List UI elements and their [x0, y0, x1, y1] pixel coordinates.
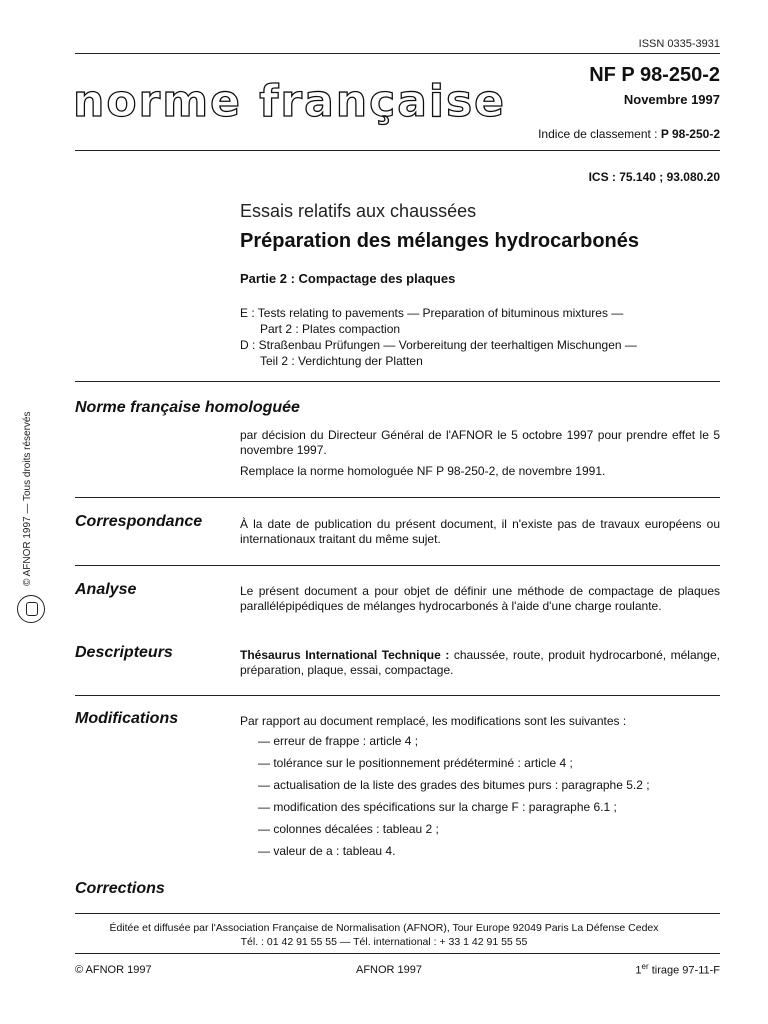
heading-correspondance: Correspondance: [75, 513, 203, 530]
section-rule-analyse: [75, 565, 720, 566]
body-descripteurs: [240, 648, 720, 678]
section-rule-homologuee: [75, 381, 720, 382]
body-modifications: [240, 714, 720, 866]
standard-number: NF P 98-250-2: [589, 64, 720, 86]
indice-label: Indice de classement :: [538, 127, 658, 141]
translation-english-part: Part 2 : Plates compaction: [260, 322, 401, 336]
indice-value: P 98-250-2: [660, 127, 720, 141]
list-item: — colonnes décalées : tableau 2 ;: [240, 822, 720, 837]
modifications-intro: Par rapport au document remplacé, les modifications sont les suivantes :: [240, 714, 627, 728]
tirage-number: 1: [635, 964, 642, 977]
standard-date: Novembre 1997: [623, 92, 720, 107]
list-item: — tolérance sur le positionnement prédéterminé : article 4 ;: [240, 756, 720, 771]
footer-copyright: © AFNOR 1997: [75, 964, 152, 976]
section-rule-correspondance: [75, 497, 720, 498]
translation-german-part: Teil 2 : Verdichtung der Platten: [260, 354, 423, 368]
translation-german: D : Straßenbau Prüfungen — Vorbereitung der teerhaltigen Mischungen —: [240, 338, 637, 352]
side-copyright-note: © AFNOR 1997 — Tous droits réservés: [22, 411, 33, 586]
ics-codes: ICS : 75.140 ; 93.080.20: [588, 170, 720, 184]
descripteurs-text: chaussée, route, produit hydrocarboné, mélange, préparation, plaque, essai, compactage.: [240, 648, 720, 677]
translation-english: E : Tests relating to pavements — Preparation of bituminous mixtures —: [240, 306, 624, 320]
footer-rule-top: [75, 913, 720, 914]
header-rule-top: [75, 53, 720, 54]
heading-corrections: Corrections: [75, 880, 165, 897]
section-rule-modifications: [75, 695, 720, 696]
header-rule-bottom: [75, 150, 720, 151]
publisher-info: [0, 921, 768, 949]
tirage-text: tirage 97-11-F: [648, 964, 720, 977]
footer-tirage: [635, 962, 720, 977]
brand-title: norme française: [73, 76, 507, 127]
list-item: — valeur de a : tableau 4.: [240, 844, 720, 859]
issn-number: ISSN 0335-3931: [638, 38, 720, 50]
list-item: — erreur de frappe : article 4 ;: [240, 734, 720, 749]
document-subject: Essais relatifs aux chaussées: [240, 201, 477, 221]
body-correspondance: À la date de publication du présent document, il n'existe pas de travaux européens ou internationaux traitant du même sujet.: [240, 517, 720, 546]
publisher-address: Éditée et diffusée par l'Association Française de Normalisation (AFNOR), Tour Europe 92049 Paris La Défense Cedex: [109, 922, 659, 934]
footer-center-label: AFNOR 1997: [356, 964, 423, 976]
list-item: — actualisation de la liste des grades des bitumes purs : paragraphe 5.2 ;: [240, 778, 720, 793]
document-title: Préparation des mélanges hydrocarbonés: [240, 230, 640, 252]
document-part: Partie 2 : Compactage des plaques: [240, 271, 456, 286]
heading-homologuee: Norme française homologuée: [75, 399, 300, 416]
heading-analyse: Analyse: [75, 581, 137, 598]
list-item: — modification des spécifications sur la charge F : paragraphe 6.1 ;: [240, 800, 720, 815]
descripteurs-label: Thésaurus International Technique :: [240, 648, 450, 662]
heading-descripteurs: Descripteurs: [75, 644, 173, 661]
heading-modifications: Modifications: [75, 710, 179, 727]
translated-titles: [240, 305, 637, 369]
footer-rule-bottom: [75, 953, 720, 954]
homologuee-replaces: Remplace la norme homologuée NF P 98-250-2, de novembre 1991.: [240, 464, 606, 478]
body-homologuee: [240, 428, 720, 485]
publisher-phone: Tél. : 01 42 91 55 55 — Tél. international : + 33 1 42 91 55 55: [240, 936, 528, 948]
homologuee-decision: par décision du Directeur Général de l'AFNOR le 5 octobre 1997 pour prendre effet le 5 novembre 1997.: [240, 428, 720, 457]
indice-classement: [538, 127, 720, 141]
modifications-list: [240, 734, 720, 859]
afnor-seal-icon: [17, 595, 45, 623]
body-analyse: Le présent document a pour objet de définir une méthode de compactage de plaques parallélépipédiques de mélanges hydrocarbonés à l'aide d'une charge roulante.: [240, 584, 720, 613]
tirage-superscript: er: [641, 962, 649, 971]
